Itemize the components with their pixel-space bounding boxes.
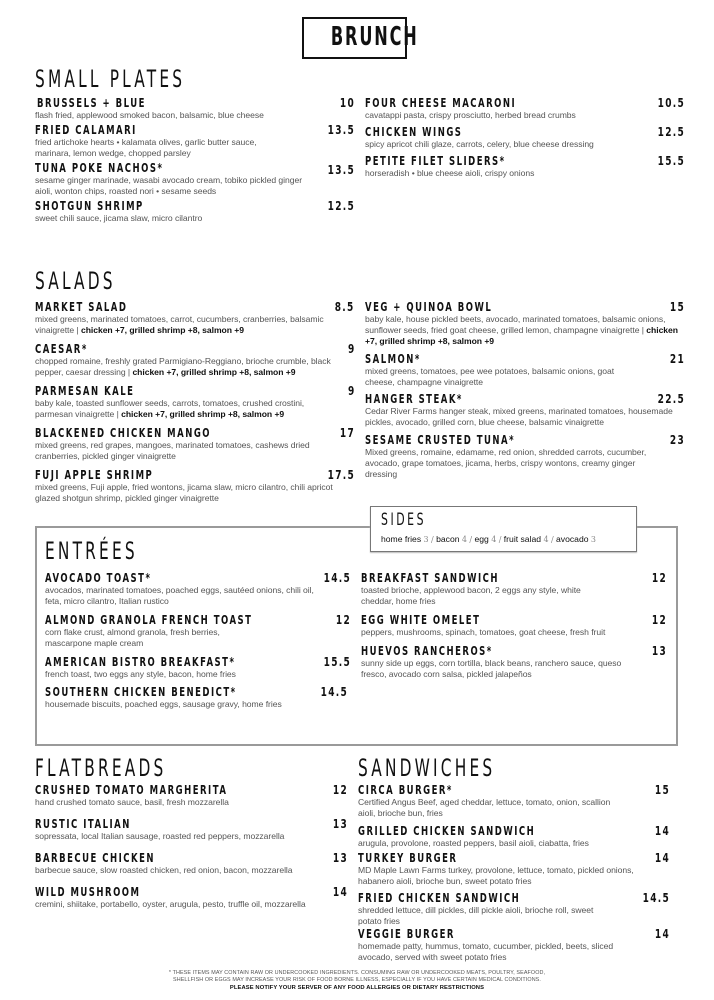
menu-item [35,426,355,468]
item-price: 12 [651,570,667,585]
flatbreads-column [35,783,348,915]
section-title-salads: SALADS [35,267,116,295]
menu-item [35,342,355,384]
item-name: AMERICAN BISTRO BREAKFAST* [45,654,236,669]
item-price: 13 [651,643,667,658]
item-name: SHOTGUN SHRIMP [35,198,144,213]
side-item-price: 3 [423,535,429,544]
sandwiches-column [358,783,670,967]
item-description: flash fried, applewood smoked bacon, balsamic, blue cheese [35,110,264,120]
side-item-name: egg [474,534,489,544]
side-item-name: fruit salad [503,534,542,544]
item-description: barbecue sauce, slow roasted chicken, red onion, bacon, mozzarella [35,865,293,875]
menu-item [365,352,685,392]
salads-right-column [365,300,685,483]
menu-item [365,154,685,181]
item-description: horseradish • blue cheese aioli, crispy onions [365,168,535,178]
item-description: spicy apricot chili glaze, carrots, celery, blue cheese dressing [365,139,594,149]
menu-item [35,199,355,226]
menu-item [365,433,685,483]
item-name: BREAKFAST SANDWICH [361,570,499,585]
item-name: SOUTHERN CHICKEN BENEDICT* [45,684,237,699]
entrees-right-column [361,571,667,686]
item-description: toasted brioche, applewood bacon, 2 eggs any style, white cheddar, home fries [361,585,581,606]
addon-prices: chicken +7, grilled shrimp +8, salmon +9 [121,409,285,419]
item-name: EGG WHITE OMELET [361,612,481,627]
item-price: 13.5 [327,122,355,137]
menu-item [358,891,670,927]
item-description: mixed greens, red grapes, mangoes, marinated tomatoes, cashews dried cranberries, pickled ginger vinaigrette [35,440,310,461]
menu-item [35,384,355,426]
item-price: 12.5 [327,198,355,213]
side-item-name: home fries [381,534,422,544]
item-description: mixed greens, tomatoes, pee wee potatoes, balsamic onions, goat cheese, champagne vinaigrette [365,366,615,387]
item-price: 12 [335,612,351,627]
item-price: 14 [654,850,670,865]
section-title-sides: SIDES [381,510,427,530]
menu-item [35,885,348,915]
item-name: GRILLED CHICKEN SANDWICH [358,823,536,838]
disclaimer-line-1: * THESE ITEMS MAY CONTAIN RAW OR UNDERCOOKED INGREDIENTS. CONSUMING RAW OR UNDERCOOKED MEATS, POULTRY, SEAFOOD, [168,970,546,976]
item-description: sunny side up eggs, corn tortilla, black beans, ranchero sauce, queso fresco, avocado corn salsa, pickled jalapeños [361,658,622,679]
item-description: baby kale, house pickled beets, avocado, marinated tomatoes, balsamic onions, sunflower seeds, fried goat cheese, grilled lemon, champagne vinaigrette | chicken +7, grilled shrimp +8, salmon +9 [365,314,678,346]
menu-item [365,96,685,125]
item-description: Mixed greens, romaine, edamame, red onion, shredded carrots, cucumber, avocado, grape tomatoes, jicama, herbs, crispy wontons, creamy ginger dressing [365,447,647,479]
item-description: french toast, two eggs any style, bacon, home fries [45,669,236,679]
small-plates-left-column [35,96,355,226]
menu-item [365,392,685,433]
item-price: 15.5 [323,654,351,669]
allergy-disclaimer [0,970,714,992]
section-title-small-plates: SMALL PLATES [35,65,186,93]
item-name: TUNA POKE NACHOS* [35,160,164,175]
item-description: housemade biscuits, poached eggs, sausage gravy, home fries [45,699,282,709]
item-description: avocados, marinated tomatoes, poached eggs, sautéed onions, chili oil, feta, micro cilantro, Italian rustico [45,585,314,606]
item-name: HUEVOS RANCHEROS* [361,643,493,658]
menu-item [35,96,355,123]
item-description: mixed greens, Fuji apple, fried wontons, jicama slaw, micro cilantro, chili apricot glazed shotgun shrimp, pickled ginger vinaigrette [35,482,333,503]
item-price: 12.5 [657,124,685,139]
item-description: homemade patty, hummus, tomato, cucumber, pickled, beets, sliced avocado, served with sweet potato fries [358,941,614,962]
item-description: fried artichoke hearts • kalamata olives, garlic butter sauce, marinara, lemon wedge, chopped parsley [35,137,257,158]
item-name: TURKEY BURGER [358,850,458,865]
item-name: HANGER STEAK* [365,391,463,406]
item-price: 8.5 [335,299,355,314]
item-price: 17.5 [327,467,355,482]
side-item-price: 4 [461,535,467,544]
item-name: PARMESAN KALE [35,383,135,398]
item-name: FOUR CHEESE MACARONI [365,95,517,110]
item-description: sopressata, local Italian sausage, roasted red peppers, mozzarella [35,831,285,841]
item-price: 13 [332,850,348,865]
menu-item [358,783,670,824]
addon-prices: chicken +7, grilled shrimp +8, salmon +9 [80,325,244,335]
item-price: 14 [332,884,348,899]
item-description: peppers, mushrooms, spinach, tomatoes, goat cheese, fresh fruit [361,627,606,637]
item-description: cavatappi pasta, crispy prosciutto, herbed bread crumbs [365,110,576,120]
item-price: 22.5 [657,391,685,406]
item-name: CAESAR* [35,341,88,356]
item-description: arugula, provolone, roasted peppers, basil aioli, ciabatta, fries [358,838,589,848]
menu-item [35,851,348,885]
menu-item [358,927,670,967]
item-price: 9 [347,341,355,356]
menu-item [35,783,348,817]
item-description: sweet chili sauce, jicama slaw, micro cilantro [35,213,203,223]
item-description: hand crushed tomato sauce, basil, fresh mozzarella [35,797,229,807]
sides-box [370,506,637,552]
item-description: baby kale, toasted sunflower seeds, carrots, tomatoes, crushed crostini, parmesan vinaigrette | chicken +7, grilled shrimp +8, salmon +9 [35,398,305,419]
item-price: 21 [669,351,685,366]
item-price: 9 [347,383,355,398]
sides-list [381,534,596,544]
item-name: PETITE FILET SLIDERS* [365,153,506,168]
menu-item [35,123,355,161]
entrees-left-column [45,571,351,715]
item-price: 23 [669,432,685,447]
item-name: BARBECUE CHICKEN [35,850,155,865]
menu-item [358,824,670,851]
item-price: 10 [339,95,355,110]
menu-item [35,300,355,342]
item-price: 14.5 [320,684,348,699]
item-name: FRIED CALAMARI [35,122,137,137]
item-name: FUJI APPLE SHRIMP [35,467,154,482]
item-price: 14 [654,823,670,838]
item-price: 17 [339,425,355,440]
item-price: 14.5 [642,890,670,905]
page-title: BRUNCH [330,22,419,52]
menu-item [45,571,351,613]
side-item-price: 4 [543,535,549,544]
item-name: WILD MUSHROOM [35,884,141,899]
item-name: CRUSHED TOMATO MARGHERITA [35,782,228,797]
separator: / [550,535,554,544]
small-plates-right-column [365,96,685,181]
item-name: ALMOND GRANOLA FRENCH TOAST [45,612,253,627]
menu-item [35,468,355,508]
menu-item [35,161,355,199]
section-title-sandwiches: SANDWICHES [358,754,496,782]
separator: / [469,535,473,544]
item-name: FRIED CHICKEN SANDWICH [358,890,521,905]
item-description: sesame ginger marinade, wasabi avocado cream, tobiko pickled ginger aioli, wonton chips, roasted nori • sesame seeds [35,175,303,196]
item-name: VEGGIE BURGER [358,926,455,941]
separator: / [431,535,434,544]
item-description: chopped romaine, freshly grated Parmigiano-Reggiano, brioche crumble, black pepper, caesar dressing | chicken +7, grilled shrimp +8, salmon +9 [35,356,331,377]
menu-item [365,300,685,352]
item-price: 14.5 [323,570,351,585]
side-item-price: 3 [590,535,597,544]
menu-item [365,125,685,154]
section-title-entrees: ENTRÉES [45,537,138,565]
item-description: MD Maple Lawn Farms turkey, provolone, lettuce, tomato, pickled onions, habanero aioli, brioche bun, sweet potato fries [358,865,634,886]
menu-item [361,571,667,613]
item-name: MARKET SALAD [35,299,128,314]
item-price: 12 [332,782,348,797]
item-price: 15.5 [657,153,685,168]
separator: / [498,535,502,544]
menu-item [361,644,667,686]
item-description: Certified Angus Beef, aged cheddar, lettuce, tomato, onion, scallion aioli, brioche bun, fries [358,797,611,818]
addon-prices: chicken +7, grilled shrimp +8, salmon +9 [132,367,296,377]
item-description: mixed greens, marinated tomatoes, carrot, cucumbers, cranberries, balsamic vinaigrette | chicken +7, grilled shrimp +8, salmon +9 [35,314,324,335]
item-name: RUSTIC ITALIAN [35,816,131,831]
item-description: corn flake crust, almond granola, fresh berries, mascarpone maple cream [45,627,220,648]
item-name: BRUSSELS + BLUE [37,95,146,110]
menu-item [45,613,351,655]
disclaimer-line-2: SHELLFISH OR EGGS MAY INCREASE YOUR RISK OF FOOD BORNE ILLNESS, ESPECIALLY IF YOU HAVE CERTAIN MEDICAL CONDITIONS. [173,977,541,984]
item-description: cremini, shiitake, portabello, oyster, arugula, pesto, truffle oil, mozzarella [35,899,306,909]
side-item-name: avocado [556,534,589,544]
item-description: Cedar River Farms hanger steak, mixed greens, marinated tomatoes, housemade pickles, avocado, grilled corn, blue cheese, balsamic vinaigrette [365,406,673,427]
addon-prices: chicken +7, grilled shrimp +8, salmon +9 [365,325,678,346]
item-price: 15 [669,299,685,314]
item-name: BLACKENED CHICKEN MANGO [35,425,212,440]
side-item-price: 4 [491,535,497,544]
item-name: VEG + QUINOA BOWL [365,299,493,314]
menu-item [45,685,351,715]
item-price: 12 [651,612,667,627]
menu-item [45,655,351,685]
item-price: 13 [332,816,348,831]
brunch-title-box [302,17,419,59]
item-name: CHICKEN WINGS [365,124,463,139]
menu-item [361,613,667,644]
item-name: AVOCADO TOAST* [45,570,152,585]
section-title-flatbreads: FLATBREADS [35,754,167,782]
item-name: SALMON* [365,351,421,366]
disclaimer-allergy-notice: PLEASE NOTIFY YOUR SERVER OF ANY FOOD ALLERGIES OR DIETARY RESTRICTIONS [229,984,485,991]
item-price: 13.5 [327,162,355,177]
menu-item [358,851,670,891]
side-item-name: bacon [436,534,460,544]
item-description: shredded lettuce, dill pickles, dill pickle aioli, brioche roll, sweet potato fries [358,905,594,926]
item-name: SESAME CRUSTED TUNA* [365,432,516,447]
salads-left-column [35,300,355,508]
item-price: 14 [654,926,670,941]
menu-item [35,817,348,851]
item-price: 10.5 [657,95,685,110]
item-price: 15 [654,782,670,797]
item-name: CIRCA BURGER* [358,782,453,797]
